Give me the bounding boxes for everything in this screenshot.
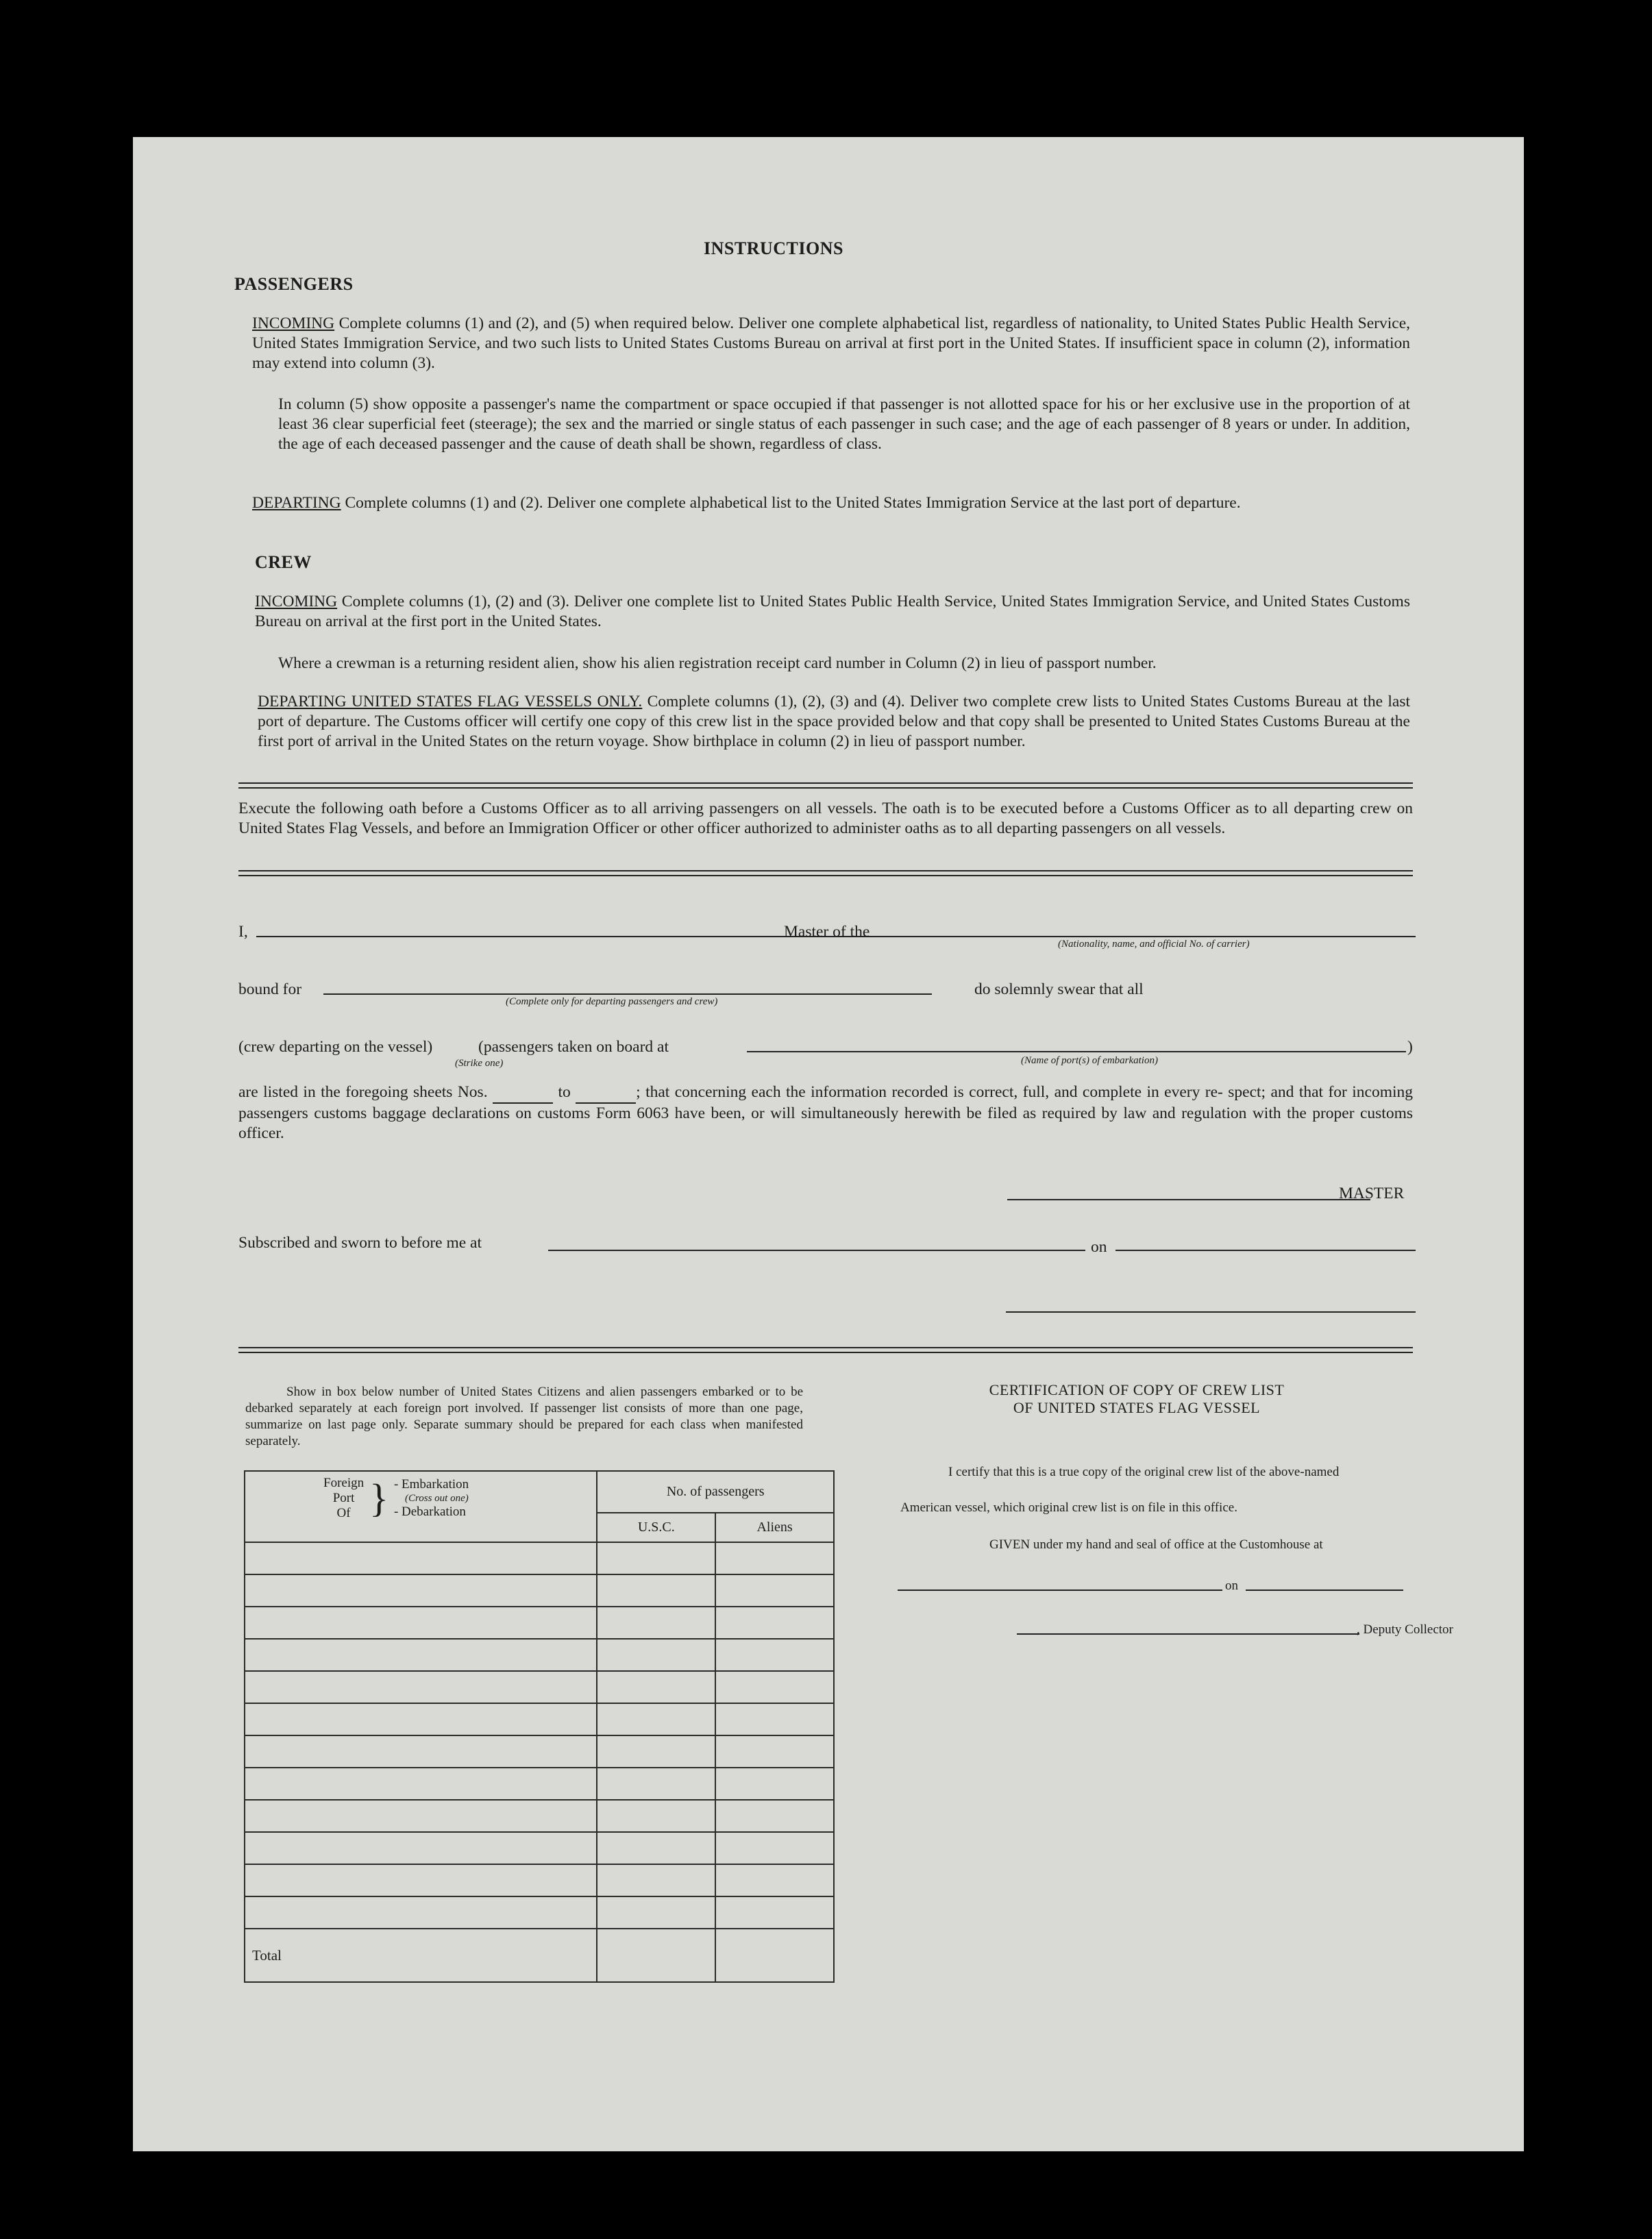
table-row [245,1768,834,1800]
crew-departing-option: (crew departing on the vessel) [238,1038,433,1056]
certification-date-line[interactable] [1246,1589,1403,1591]
usc-cell[interactable] [597,1768,715,1800]
subscribed-on-label: on [1091,1238,1107,1256]
table-row [245,1639,834,1671]
departing-caption: (Complete only for departing passengers and crew) [506,996,718,1007]
table-row [245,1542,834,1574]
of-label: Of [336,1506,351,1520]
table-row [245,1800,834,1832]
table-row [245,1607,834,1639]
strike-one-caption: (Strike one) [455,1058,504,1069]
oath-i-label: I, [238,923,248,941]
carrier-line[interactable] [895,936,1416,937]
master-signature-line[interactable] [1007,1199,1370,1200]
passengers-heading: PASSENGERS [234,274,354,294]
sheets-paragraph [238,1083,1413,1143]
bound-for-line[interactable] [323,993,932,995]
table-row [245,1671,834,1703]
aliens-cell[interactable] [715,1864,834,1896]
foreign-label: Foreign [323,1476,365,1490]
usc-cell[interactable] [597,1832,715,1864]
port-line[interactable] [747,1051,1406,1052]
certify-line-1: I certify that this is a true copy of the original crew list of the above-named [948,1465,1340,1479]
nationality-caption: (Nationality, name, and official No. of carrier) [1058,939,1250,950]
deputy-signature-line[interactable] [1017,1633,1359,1635]
usc-cell[interactable] [597,1864,715,1896]
passengers-incoming-label: INCOMING [252,314,335,332]
passenger-summary-table [244,1470,835,1983]
bound-for-label: bound for [238,980,302,998]
port-cell[interactable] [245,1735,597,1768]
certification-title-line-1: CERTIFICATION OF COPY OF CREW LIST [989,1381,1285,1398]
aliens-cell[interactable] [715,1735,834,1768]
foreign-port-header [245,1471,597,1542]
port-cell[interactable] [245,1574,597,1607]
port-caption: (Name of port(s) of embarkation) [1021,1055,1158,1066]
usc-cell[interactable] [597,1639,715,1671]
passengers-departing-label: DEPARTING [252,494,341,512]
sheet-to-line[interactable] [576,1083,636,1104]
table-row [245,1703,834,1735]
subscribed-date-line[interactable] [1115,1250,1416,1251]
port-cell[interactable] [245,1800,597,1832]
crew-departing-label: DEPARTING UNITED STATES FLAG VESSELS ONLY. [258,693,643,710]
port-label: Port [332,1491,355,1505]
port-cell[interactable] [245,1639,597,1671]
oath-execute-text: Execute the following oath before a Customs Officer as to all arriving passengers on all vessels. The oath is to be executed before a Customs Officer as to all departing crew on United States Flag Vessels, and before an Immigration Officer or other officer authorized to administer oaths as to all departing passengers on all vessels. [238,800,1413,837]
sheets-text-1: are listed in the foregoing sheets Nos. [238,1083,488,1101]
customhouse-line[interactable] [898,1589,1222,1591]
table-row [245,1896,834,1929]
aliens-cell[interactable] [715,1703,834,1735]
crew-heading: CREW [255,552,312,572]
usc-cell[interactable] [597,1896,715,1929]
aliens-cell[interactable] [715,1607,834,1639]
aliens-cell[interactable] [715,1671,834,1703]
total-label: Total [245,1929,597,1982]
no-of-passengers-header: No. of passengers [597,1471,834,1513]
aliens-cell[interactable] [715,1832,834,1864]
master-of-label: Master of the [784,923,870,941]
brace-glyph: } [369,1476,389,1520]
passengers-taken-option: (passengers taken on board at [478,1038,669,1056]
port-cell[interactable] [245,1768,597,1800]
subscribed-text: Subscribed and sworn to before me at [238,1234,482,1252]
passengers-column5-text: In column (5) show opposite a passenger's name the compartment or space occupied if that passenger is not allotted space for his or her exclusive use in the proportion of at least 36 clear superficial feet (steerage); the sex and the married or single status of each passenger in such case; and the age of each passenger of 8 years or under. In addition, the age of each deceased passenger and the cause of death shall be shown, regardless of class. [278,395,1410,453]
document-page [133,137,1524,2151]
page-title: INSTRUCTIONS [704,238,843,258]
table-row [245,1832,834,1864]
table-row [245,1864,834,1896]
certification-title-line-2: OF UNITED STATES FLAG VESSEL [1013,1399,1261,1416]
officer-signature-line[interactable] [1006,1311,1416,1313]
aliens-header: Aliens [715,1513,834,1542]
embarkation-label: - Embarkation [393,1477,469,1492]
table-row [245,1735,834,1768]
crew-incoming-block [255,592,1410,632]
subscribed-place-line[interactable] [548,1250,1085,1251]
usc-cell[interactable] [597,1800,715,1832]
divider [238,1347,1413,1353]
table-row [245,1574,834,1607]
passengers-incoming-text: Complete columns (1) and (2), and (5) when required below. Deliver one complete alphabetical list, regardless of nationality, to United States Public Health Service, United States Immigration Service, and two such lists to United States Customs Bureau on arrival at first port in the United States. If insufficient space in column (2), information may extend into column (3). [252,314,1411,372]
given-text: GIVEN under my hand and seal of office at the Customhouse at [989,1537,1323,1552]
deputy-collector-label: , Deputy Collector [1357,1622,1453,1637]
sheet-from-line[interactable] [493,1083,553,1104]
sheets-text-2: ; that concerning each the information recorded is correct, full, and complete in every re- [636,1083,1223,1101]
swear-text: do solemnly swear that all [974,980,1144,998]
usc-cell[interactable] [597,1542,715,1574]
usc-cell[interactable] [597,1735,715,1768]
passengers-departing-text: Complete columns (1) and (2). Deliver one complete alphabetical list to the United States Immigration Service at the last port of departure. [345,494,1241,512]
debarkation-label: - Debarkation [393,1505,466,1519]
aliens-cell[interactable] [715,1800,834,1832]
certification-title [873,1381,1401,1417]
close-paren: ) [1407,1038,1413,1056]
passengers-departing-block [252,493,1410,513]
port-cell[interactable] [245,1671,597,1703]
usc-cell[interactable] [597,1574,715,1607]
port-cell[interactable] [245,1832,597,1864]
divider [238,870,1413,876]
port-cell[interactable] [245,1542,597,1574]
crew-incoming-text: Complete columns (1), (2) and (3). Deliver one complete list to United States Public Health Service, United States Immigration Service, and United States Customs Bureau on arrival at the first port in the United States. [255,593,1410,630]
total-row [245,1929,834,1982]
crew-incoming-label: INCOMING [255,593,338,610]
aliens-cell[interactable] [715,1639,834,1671]
total-aliens-cell[interactable] [715,1929,834,1982]
passengers-incoming-block [252,314,1410,373]
sheets-to: to [558,1083,571,1101]
port-cell[interactable] [245,1607,597,1639]
port-cell[interactable] [245,1703,597,1735]
crew-departing-block [258,692,1410,752]
cross-out-label: (Cross out one) [404,1493,469,1504]
usc-cell[interactable] [597,1671,715,1703]
aliens-cell[interactable] [715,1768,834,1800]
usc-cell[interactable] [597,1607,715,1639]
port-cell[interactable] [245,1896,597,1929]
usc-header: U.S.C. [597,1513,715,1542]
port-cell[interactable] [245,1864,597,1896]
aliens-cell[interactable] [715,1896,834,1929]
certify-line-2: American vessel, which original crew list is on file in this office. [900,1500,1237,1515]
usc-cell[interactable] [597,1703,715,1735]
aliens-cell[interactable] [715,1574,834,1607]
aliens-cell[interactable] [715,1542,834,1574]
total-usc-cell[interactable] [597,1929,715,1982]
summary-instruction: Show in box below number of United States Citizens and alien passengers embarked or to be debarked separately at each foreign port involved. If passenger list consists of more than one page, summarize on last page only. Separate summary should be prepared for each class when manifested separately. [245,1385,803,1448]
master-label: MASTER [1339,1185,1405,1202]
certification-on-label: on [1225,1579,1238,1593]
crew-departing-text: Complete columns (1), (2), (3) and (4). Deliver two complete crew lists to United States Customs Bureau at the last port of departure. The Customs officer will certify one copy of this crew list in the space provided below and that copy shall be presented to United States Customs Bureau at the first port of arrival in the United States on the return voyage. Show birthplace in column (2) in lieu of passport number. [258,693,1411,750]
sheets-text-3: spect; and that for incoming passengers customs baggage declarations on customs Form 6063 have been, or will simultaneously herewith be filed as required by law and regulation with the proper customs officer. [238,1083,1414,1142]
crew-alien-text: Where a crewman is a returning resident alien, show his alien registration receipt card number in Column (2) in lieu of passport number. [278,654,1157,672]
divider [238,782,1413,789]
